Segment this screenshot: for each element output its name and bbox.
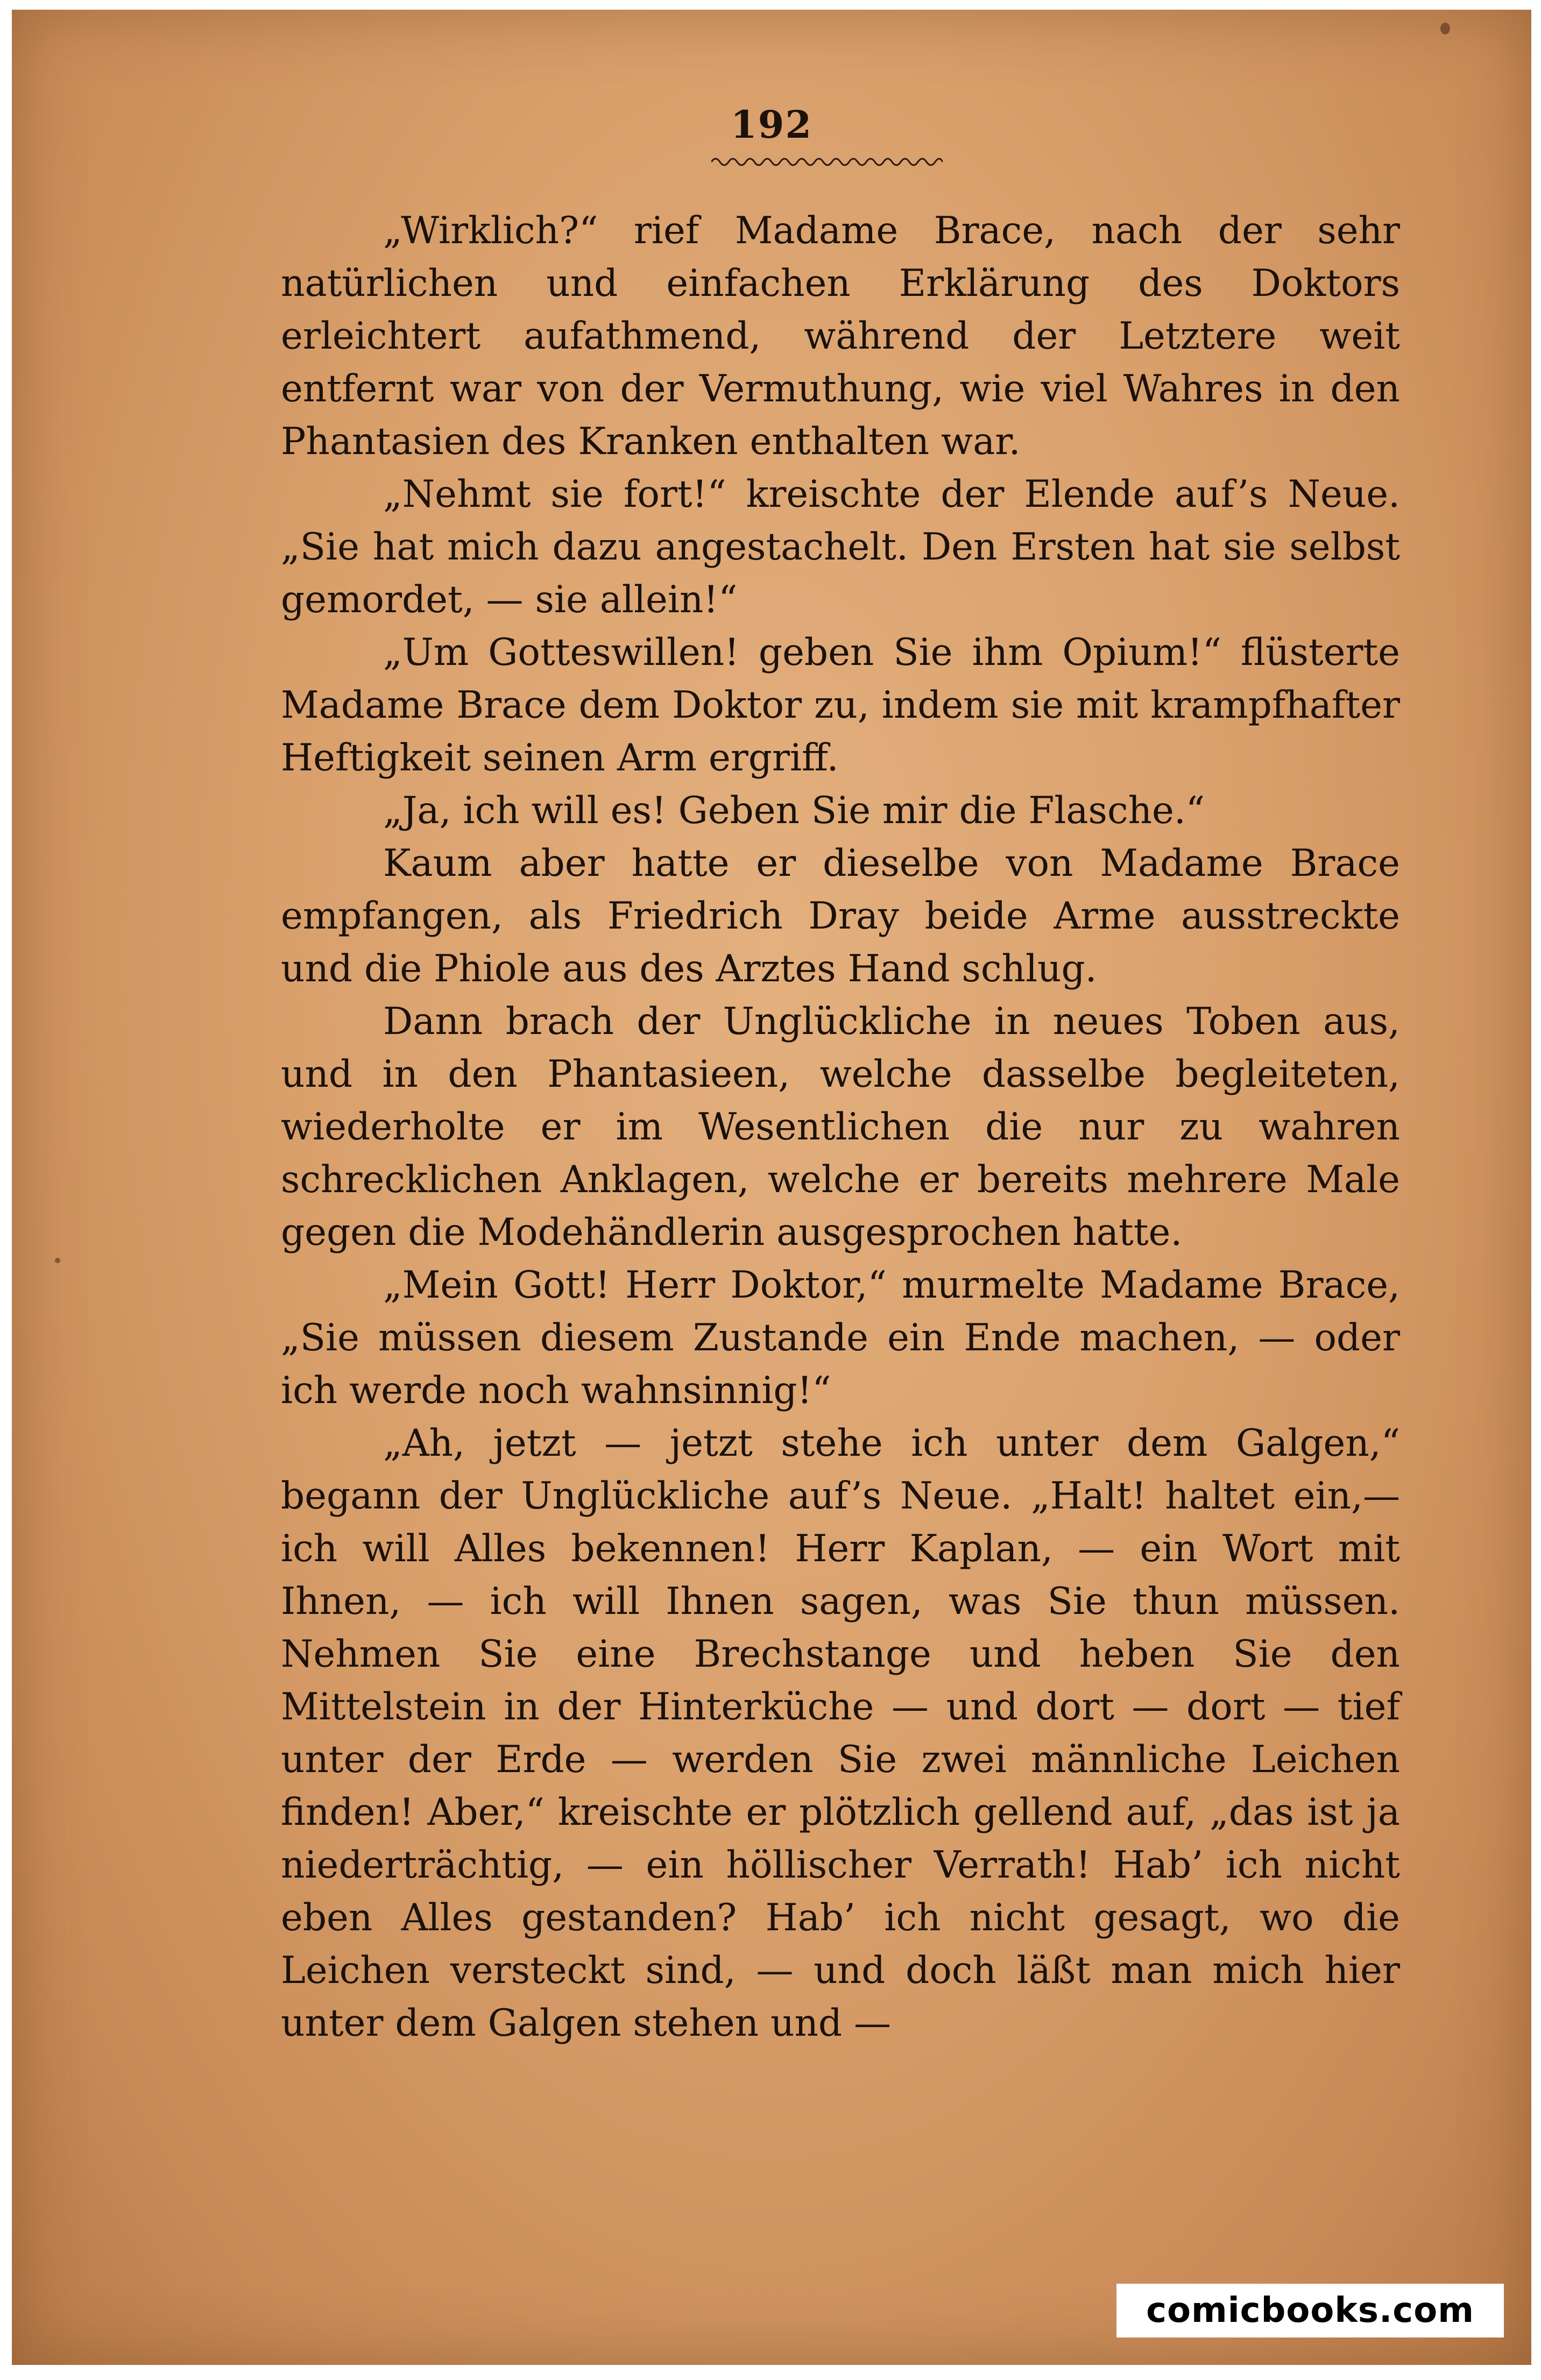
page-number: 192	[730, 102, 813, 147]
paper-speck	[55, 1258, 60, 1263]
paragraph: „Um Gotteswillen! geben Sie ihm Opium!“ flüsterte Madame Brace dem Doktor zu, indem sie mit krampfhafter Heftigkeit seinen Arm ergriff.	[281, 631, 1400, 780]
book-page	[12, 10, 1531, 2365]
watermark-label: comicbooks.com	[1116, 2284, 1504, 2338]
paragraph: „Ah, jetzt — jetzt stehe ich unter dem Galgen,“ begann der Unglückliche auf’s Neue. „Halt! haltet ein,— ich will Alles bekennen! Herr Kaplan, — ein Wort mit Ihnen, — ich will Ihnen sagen, was Sie thun müssen. Nehmen Sie eine Brechstange und heben Sie den Mittelstein in der Hinterküche — und dort — dort — tief unter der Erde — werden Sie zwei männliche Leichen finden! Aber,“ kreischte er plötzlich gellend auf, „das ist ja niederträchtig, — ein höllischer Verrath! Hab’ ich nicht eben Alles gestanden? Hab’ ich nicht gesagt, wo die Leichen versteckt sind, — und doch läßt man mich hier unter dem Galgen stehen und —	[281, 1422, 1400, 2045]
paragraph: Kaum aber hatte er dieselbe von Madame Brace empfangen, als Friedrich Dray beide Arme ausstreckte und die Phiole aus des Arztes Hand schlug.	[281, 842, 1400, 990]
paper-speck	[1440, 23, 1450, 34]
paragraph: Dann brach der Unglückliche in neues Toben aus, und in den Phantasieen, welche dasselbe begleiteten, wiederholte er im Wesentlichen die nur zu wahren schrecklichen Anklagen, welche er bereits mehrere Male gegen die Modehändlerin ausgesprochen hatte.	[281, 1000, 1400, 1254]
paragraph: „Nehmt sie fort!“ kreischte der Elende auf’s Neue. „Sie hat mich dazu angestachelt. Den Ersten hat sie selbst gemordet, — sie allein!“	[281, 473, 1400, 621]
body-text	[281, 204, 1400, 2050]
paragraph: „Ja, ich will es! Geben Sie mir die Flasche.“	[383, 789, 1205, 832]
paragraph: „Mein Gott! Herr Doktor,“ murmelte Madame Brace, „Sie müssen diesem Zustande ein Ende machen, — oder ich werde noch wahnsinnig!“	[281, 1264, 1400, 1412]
paragraph: „Wirklich?“ rief Madame Brace, nach der sehr natürlichen und einfachen Erklärung des Doktors erleichtert aufathmend, während der Letztere weit entfernt war von der Vermuthung, wie viel Wahres in den Phantasien des Kranken enthalten war.	[281, 209, 1400, 463]
wavy-ornament-divider	[711, 154, 943, 170]
